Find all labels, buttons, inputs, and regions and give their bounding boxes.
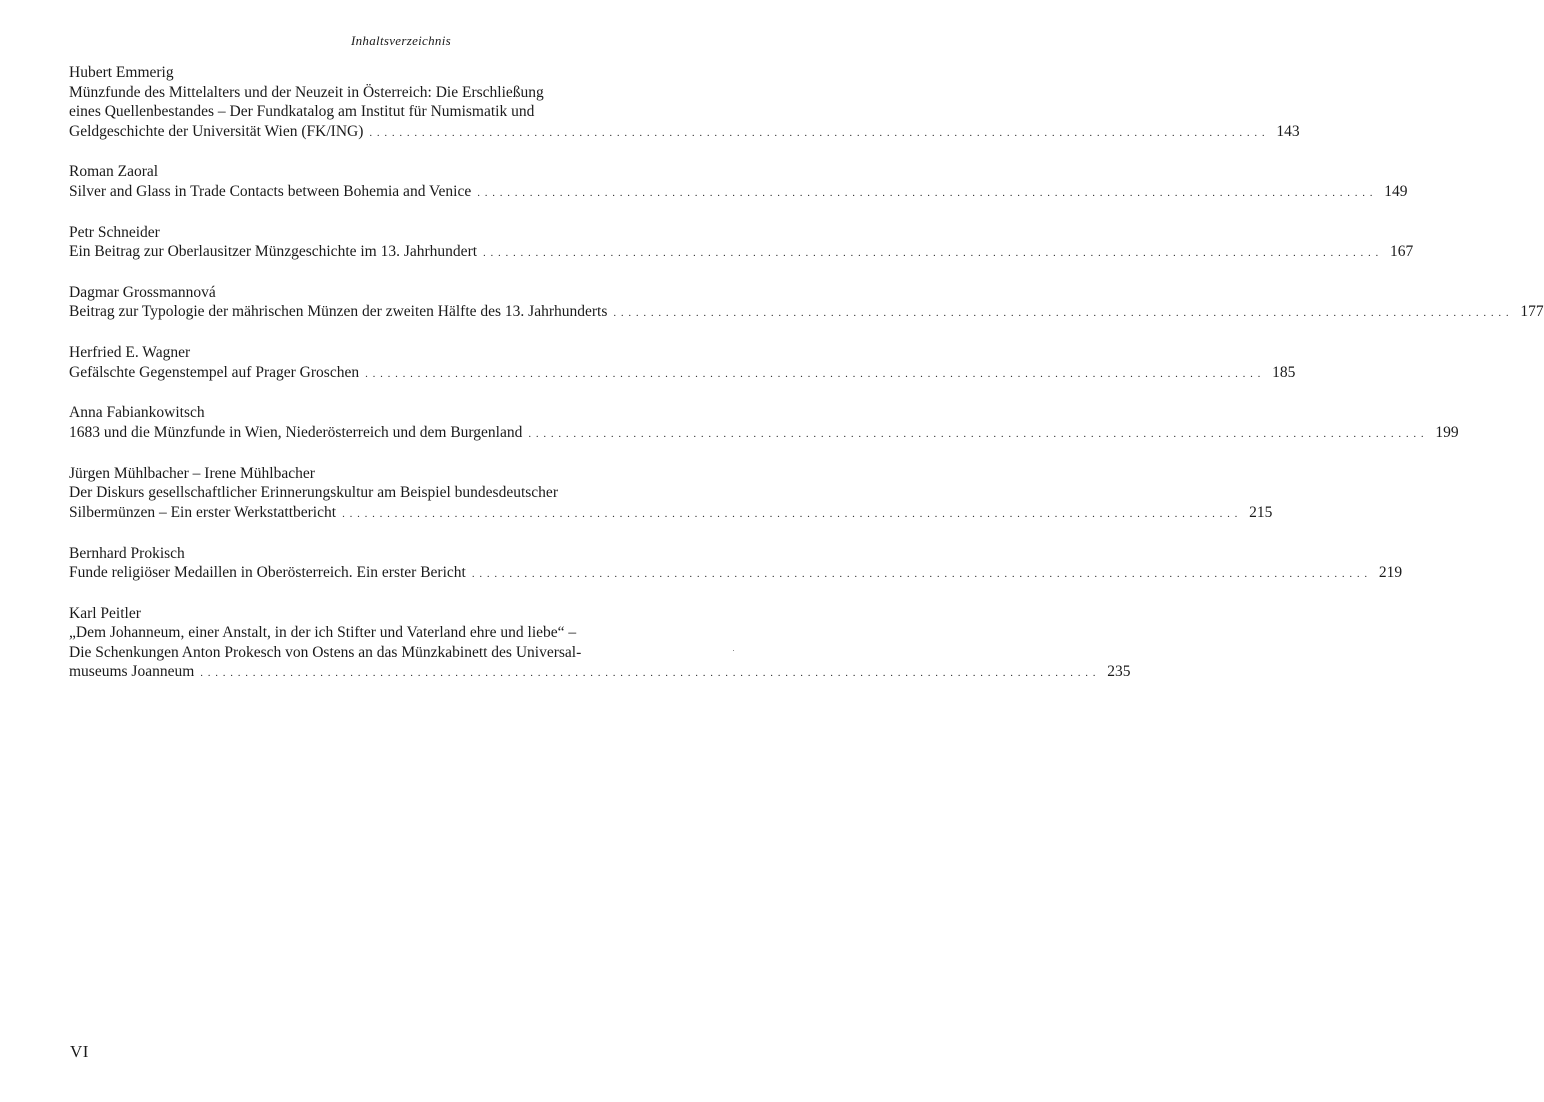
entry-page-number: 215 [1249, 503, 1273, 521]
entry-title: Ein Beitrag zur Oberlausitzer Münzgeschichte im 13. Jahrhundert [69, 243, 478, 261]
entry-title-last-line [69, 242, 1414, 264]
entry-title: Beitrag zur Typologie der mährischen Münzen der zweiten Hälfte des 13. Jahrhunderts [69, 303, 608, 321]
running-head: Inhaltsverzeichnis [351, 33, 451, 48]
toc-entry [69, 604, 1131, 684]
entry-author: Anna Fabiankowitsch [69, 404, 205, 422]
dot-leader: . . . . . . . . . . . . . . . . . . . . . . . . . . . . . . . . . . . . . . . . . . . . . . . . . . . . . . . . . . . . . . . . . . . . . . . . . . . . . . . . . . . . . . . . . . . . . . . . . . . . . . . . . . . . . . . . . . . . . . . . [613, 307, 1510, 320]
entry-title-line: „Dem Johanneum, einer Anstalt, in der ich Stifter und Vaterland ehre und liebe“ – [69, 624, 577, 642]
entry-title-last-line [69, 662, 1131, 684]
entry-author: Bernhard Prokisch [69, 544, 185, 562]
entry-author: Dagmar Grossmannová [69, 283, 216, 301]
entry-title: museums Joanneum [69, 663, 195, 681]
entry-author: Herfried E. Wagner [69, 344, 191, 362]
dot-leader: . . . . . . . . . . . . . . . . . . . . . . . . . . . . . . . . . . . . . . . . . . . . . . . . . . . . . . . . . . . . . . . . . . . . . . . . . . . . . . . . . . . . . . . . . . . . . . . . . . . . . . . . . . . . . . . . . . . . . . . . [342, 507, 1239, 520]
entry-page-number: 235 [1107, 663, 1131, 681]
entry-page-number: 219 [1378, 564, 1403, 582]
entry-title: Geldgeschichte der Universität Wien (FK/ING) [69, 122, 364, 140]
dot-leader: . . . . . . . . . . . . . . . . . . . . . . . . . . . . . . . . . . . . . . . . . . . . . . . . . . . . . . . . . . . . . . . . . . . . . . . . . . . . . . . . . . . . . . . . . . . . . . . . . . . . . . . . . . . . . . . . . . . . . . . . [528, 427, 1425, 440]
page-number: VI [70, 1042, 89, 1061]
entry-title: Gefälschte Gegenstempel auf Prager Groschen [69, 363, 360, 381]
toc-entry [69, 544, 1403, 585]
toc-entry [69, 464, 1273, 525]
entry-page-number: 167 [1390, 243, 1414, 261]
entry-page-number: 199 [1435, 423, 1459, 441]
entry-title-last-line [69, 563, 1403, 585]
entry-title-line: Münzfunde des Mittelalters und der Neuzeit in Österreich: Die Erschließung [69, 83, 544, 101]
entry-title-last-line [69, 503, 1273, 525]
dot-leader: . . . . . . . . . . . . . . . . . . . . . . . . . . . . . . . . . . . . . . . . . . . . . . . . . . . . . . . . . . . . . . . . . . . . . . . . . . . . . . . . . . . . . . . . . . . . . . . . . . . . . . . . . . . . . . . . . . . . . . . . [483, 247, 1380, 260]
entry-title-line: eines Quellenbestandes – Der Fundkatalog am Institut für Numismatik und [69, 103, 535, 120]
entry-title-line: Der Diskurs gesellschaftlicher Erinnerungskultur am Beispiel bundesdeutscher [69, 484, 558, 502]
entry-page-number: 143 [1276, 122, 1300, 140]
entry-title-last-line [69, 122, 1300, 144]
entry-title: Funde religiöser Medaillen in Oberösterreich. Ein erster Bericht [69, 564, 466, 582]
dot-leader: . . . . . . . . . . . . . . . . . . . . . . . . . . . . . . . . . . . . . . . . . . . . . . . . . . . . . . . . . . . . . . . . . . . . . . . . . . . . . . . . . . . . . . . . . . . . . . . . . . . . . . . . . . . . . . . . . . . . . . . . [200, 667, 1097, 680]
entry-author: Hubert Emmerig [69, 64, 174, 81]
table-of-contents [69, 63, 1544, 703]
toc-entry [69, 223, 1414, 264]
entry-title: Silbermünzen – Ein erster Werkstattbericht [69, 503, 337, 521]
dot-leader: . . . . . . . . . . . . . . . . . . . . . . . . . . . . . . . . . . . . . . . . . . . . . . . . . . . . . . . . . . . . . . . . . . . . . . . . . . . . . . . . . . . . . . . . . . . . . . . . . . . . . . . . . . . . . . . . . . . . . . . . [365, 367, 1262, 380]
toc-entry [69, 162, 1408, 203]
entry-author: Roman Zaoral [69, 163, 159, 181]
entry-author: Karl Peitler [69, 604, 141, 622]
entry-title: 1683 und die Münzfunde in Wien, Niederösterreich und dem Burgenland [69, 423, 523, 441]
toc-entry [69, 343, 1296, 384]
entry-title-last-line [69, 423, 1459, 445]
dot-leader: . . . . . . . . . . . . . . . . . . . . . . . . . . . . . . . . . . . . . . . . . . . . . . . . . . . . . . . . . . . . . . . . . . . . . . . . . . . . . . . . . . . . . . . . . . . . . . . . . . . . . . . . . . . . . . . . . . . . . . . . [477, 186, 1374, 199]
entry-title-last-line [69, 302, 1544, 324]
entry-title-last-line [69, 363, 1296, 385]
toc-entry [69, 403, 1459, 444]
entry-page-number: 149 [1384, 182, 1408, 200]
entry-title-last-line [69, 182, 1408, 204]
dot-leader: . . . . . . . . . . . . . . . . . . . . . . . . . . . . . . . . . . . . . . . . . . . . . . . . . . . . . . . . . . . . . . . . . . . . . . . . . . . . . . . . . . . . . . . . . . . . . . . . . . . . . . . . . . . . . . . . . . . . . . . . [471, 568, 1369, 581]
scan-speck [733, 650, 734, 651]
dot-leader: . . . . . . . . . . . . . . . . . . . . . . . . . . . . . . . . . . . . . . . . . . . . . . . . . . . . . . . . . . . . . . . . . . . . . . . . . . . . . . . . . . . . . . . . . . . . . . . . . . . . . . . . . . . . . . . . . . . . . . . . [369, 126, 1266, 139]
entry-author: Jürgen Mühlbacher – Irene Mühlbacher [69, 464, 315, 482]
entry-page-number: 185 [1272, 363, 1296, 381]
entry-author: Petr Schneider [69, 223, 160, 241]
toc-entry [69, 283, 1544, 324]
toc-entry [69, 63, 1300, 143]
entry-page-number: 177 [1520, 303, 1544, 321]
entry-title: Silver and Glass in Trade Contacts between Bohemia and Venice [69, 182, 472, 200]
entry-title-line: Die Schenkungen Anton Prokesch von Ostens an das Münzkabinett des Universal- [69, 643, 582, 661]
